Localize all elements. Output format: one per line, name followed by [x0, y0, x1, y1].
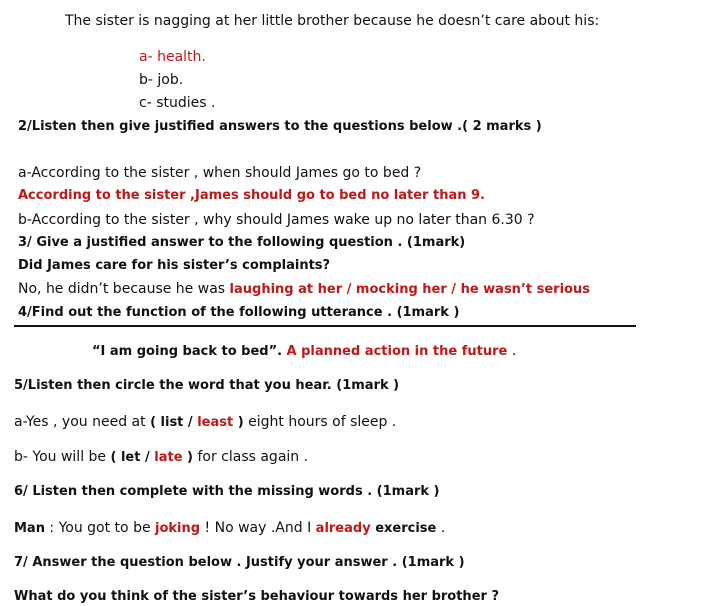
option-c [139, 94, 215, 112]
q3-question: Did James care for his sister’s complaints? [18, 258, 331, 273]
q6-end: . [436, 520, 446, 536]
q5-b-suffix: for class again . [193, 449, 309, 465]
q2-question-b: b-According to the sister , why should James wake up no later than 6.30 ? [18, 212, 535, 228]
q6-missing-word-1: joking [155, 521, 201, 536]
q4-end: . [511, 343, 517, 359]
q6-heading: 6/ Listen then complete with the missing words . (1mark ) [14, 484, 440, 499]
option-a [139, 48, 206, 66]
q3-heading: 3/ Give a justified answer to the following question . (1mark) [18, 235, 466, 250]
q4-utterance [92, 342, 516, 361]
divider-line [14, 325, 636, 327]
q3-answer [18, 280, 590, 299]
q6-speaker: Man [14, 521, 45, 536]
option-b [139, 71, 183, 89]
q5-a-answer: least [197, 415, 234, 430]
option-c-text: studies . [156, 95, 216, 111]
q3-answer-highlight: laughing at her / mocking her / he wasn’t serious [229, 282, 590, 297]
option-a-letter: a- [139, 49, 153, 65]
q5-b-answer: late [154, 450, 183, 465]
q4-heading: 4/Find out the function of the following utterance . (1mark ) [18, 305, 460, 320]
q5-a-prefix: a-Yes , you need at [14, 414, 151, 430]
q5-a-suffix: eight hours of sleep . [243, 414, 397, 430]
q5-item-b [14, 448, 308, 467]
q5-b-prefix: b- You will be [14, 449, 111, 465]
option-b-text: job. [157, 72, 184, 88]
q4-quote: “I am going back to bed”. [92, 344, 283, 359]
q7-heading: 7/ Answer the question below . Justify your answer . (1mark ) [14, 555, 465, 570]
q2-heading: 2/Listen then give justified answers to the questions below .( 2 marks ) [18, 119, 542, 134]
q5-b-option-let: ( let / [110, 450, 155, 465]
option-a-text: health. [157, 49, 206, 65]
option-c-letter: c- [139, 95, 152, 111]
q5-a-option-list: ( list / [150, 415, 198, 430]
q5-item-a [14, 413, 396, 432]
q6-part1: : You got to be [44, 520, 156, 536]
q5-heading: 5/Listen then circle the word that you hear. (1mark ) [14, 378, 400, 393]
q5-a-close: ) [233, 415, 244, 430]
q5-b-close: ) [182, 450, 193, 465]
q3-answer-prefix: No, he didn’t because he was [18, 281, 230, 297]
option-b-letter: b- [139, 72, 153, 88]
q6-missing-word-2: already [315, 521, 371, 536]
q2-answer-a: According to the sister ,James should go to bed no later than 9. [18, 188, 485, 203]
q2-question-a: a-According to the sister , when should James go to bed ? [18, 165, 422, 181]
q6-line [14, 519, 445, 538]
intro-text: The sister is nagging at her little brother because he doesn’t care about his: [65, 13, 600, 29]
q4-answer: A planned action in the future [286, 344, 508, 359]
q7-question: What do you think of the sister’s behaviour towards her brother ? [14, 589, 499, 604]
q6-part2: ! No way .And I [200, 520, 316, 536]
q6-part3: exercise [370, 521, 437, 536]
